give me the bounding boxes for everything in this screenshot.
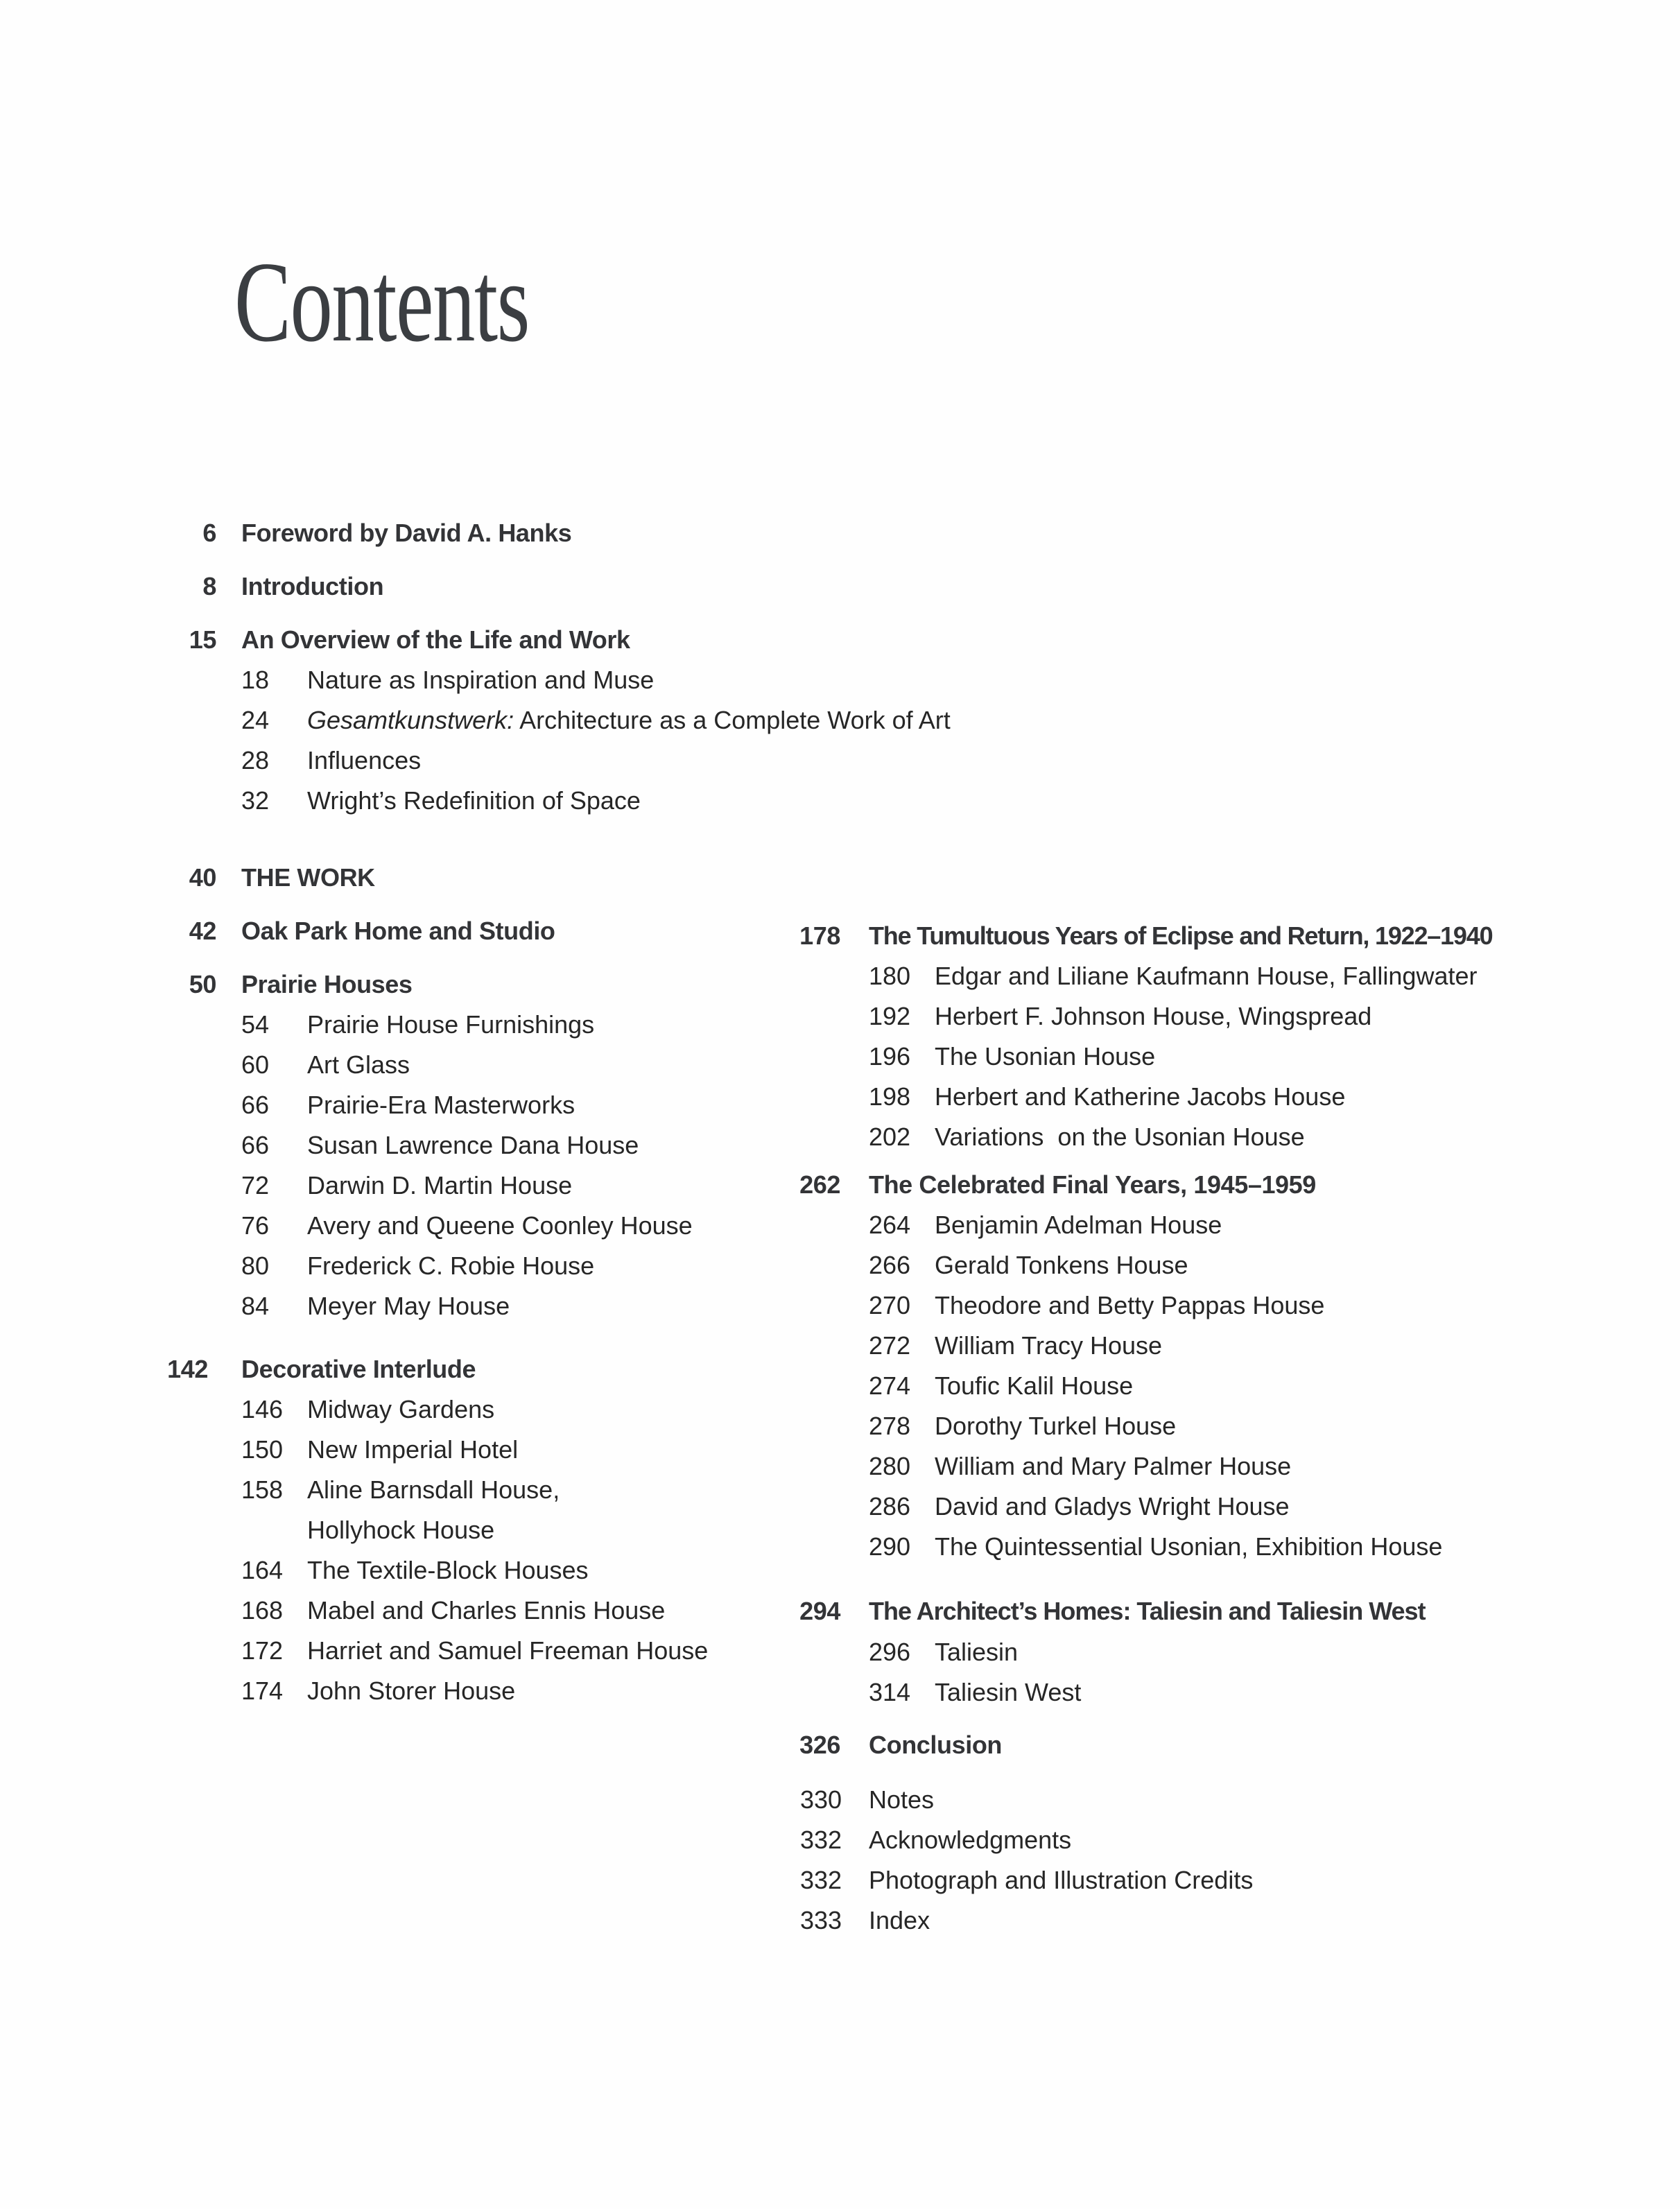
page-number: 6 [202,519,216,547]
entry-title: The Textile-Block Houses [307,1556,589,1584]
page-number: 146 [241,1395,284,1423]
entry-title-italic: Gesamtkunstwerk: [307,706,514,734]
entry-title: William and Mary Palmer House [935,1452,1292,1480]
entry-title: The Architect’s Homes: Taliesin and Taliesin West [869,1597,1426,1625]
entry-title: An Overview of the Life and Work [241,625,630,654]
page-number: 172 [241,1636,284,1665]
entry-title: The Quintessential Usonian, Exhibition House [935,1532,1443,1561]
page-number: 24 [241,706,270,734]
page-number: 333 [800,1906,842,1934]
page-number: 270 [869,1291,911,1319]
entry-title [307,704,951,736]
page-number: 168 [241,1596,284,1625]
page-number: 142 [167,1355,208,1383]
page-number: 296 [869,1638,911,1666]
entry-title: New Imperial Hotel [307,1435,519,1464]
page-number: 66 [241,1131,270,1159]
entry-title: Edgar and Liliane Kaufmann House, Fallingwater [935,962,1478,990]
page-number: 294 [799,1597,840,1625]
entry-title: Acknowledgments [869,1826,1072,1854]
entry-title: Midway Gardens [307,1395,495,1423]
entry-title: William Tracy House [935,1331,1163,1360]
page-number: 164 [241,1556,284,1584]
page-number: 262 [799,1170,840,1199]
entry-title: Influences [307,746,422,774]
entry-title: Susan Lawrence Dana House [307,1131,639,1159]
page-number: 8 [202,572,216,600]
entry-title: The Usonian House [935,1042,1156,1071]
entry-title: Dorothy Turkel House [935,1412,1177,1440]
page-number: 15 [189,625,216,654]
entry-title: Meyer May House [307,1292,510,1320]
page-number: 264 [869,1211,911,1239]
entry-title: Theodore and Betty Pappas House [935,1291,1325,1319]
page-number: 278 [869,1412,911,1440]
entry-title: Foreword by David A. Hanks [241,519,572,547]
page-number: 286 [869,1492,911,1521]
page-number: 50 [189,970,216,998]
entry-title: Taliesin West [935,1678,1082,1706]
entry-title: Notes [869,1785,935,1814]
entry-title: Gerald Tonkens House [935,1251,1188,1279]
entry-title: Prairie Houses [241,970,413,998]
entry-title-rest: Architecture as a Complete Work of Art [514,706,951,734]
entry-title: Aline Barnsdall House, [307,1475,560,1504]
entry-title: The Celebrated Final Years, 1945–1959 [869,1170,1316,1199]
entry-title: David and Gladys Wright House [935,1492,1290,1521]
page-number: 174 [241,1677,284,1705]
page-number: 158 [241,1475,284,1504]
page-number: 28 [241,746,270,774]
entry-title: Harriet and Samuel Freeman House [307,1636,709,1665]
entry-title: John Storer House [307,1677,516,1705]
page-number: 178 [799,921,840,950]
entry-title: Benjamin Adelman House [935,1211,1222,1239]
page-number: 60 [241,1050,270,1079]
entry-title: Wright’s Redefinition of Space [307,786,641,815]
page-number: 326 [799,1731,840,1759]
entry-title: Herbert and Katherine Jacobs House [935,1082,1346,1111]
entry-title: Oak Park Home and Studio [241,917,555,945]
page-number: 272 [869,1331,911,1360]
entry-title: Prairie-Era Masterworks [307,1091,575,1119]
entry-title: Frederick C. Robie House [307,1251,595,1280]
entry-title: Photograph and Illustration Credits [869,1866,1254,1894]
page-number: 314 [869,1678,911,1706]
page-title: Contents [234,238,529,365]
page-number: 274 [869,1371,911,1400]
entry-title: Variations on the Usonian House [935,1123,1305,1151]
entry-title: Nature as Inspiration and Muse [307,666,655,694]
page-number: 150 [241,1435,284,1464]
page-number: 32 [241,786,270,815]
page-number: 290 [869,1532,911,1561]
page-number: 198 [869,1082,911,1111]
page-number: 80 [241,1251,270,1280]
entry-title: Decorative Interlude [241,1355,476,1383]
entry-title: Conclusion [869,1731,1002,1759]
entry-title: Index [869,1906,930,1934]
page-number: 72 [241,1171,270,1199]
page-number: 202 [869,1123,911,1151]
page-number: 332 [800,1826,842,1854]
page-number: 332 [800,1866,842,1894]
page-number: 280 [869,1452,911,1480]
page-number: 84 [241,1292,270,1320]
page-number: 66 [241,1091,270,1119]
entry-title-line2: Hollyhock House [307,1516,495,1544]
page-number: 40 [189,863,216,892]
entry-title: Darwin D. Martin House [307,1171,573,1199]
entry-title: The Tumultuous Years of Eclipse and Return, 1922–1940 [869,921,1493,950]
entry-title: Mabel and Charles Ennis House [307,1596,666,1625]
page-number: 76 [241,1211,270,1240]
entry-title: Avery and Queene Coonley House [307,1211,693,1240]
page-number: 192 [869,1002,911,1030]
entry-title: THE WORK [241,863,375,892]
entry-title: Herbert F. Johnson House, Wingspread [935,1002,1372,1030]
entry-title: Introduction [241,572,384,600]
entry-title: Prairie House Furnishings [307,1010,595,1039]
page-number: 18 [241,666,270,694]
page-number: 42 [189,917,216,945]
page-number: 196 [869,1042,911,1071]
page-number: 330 [800,1785,842,1814]
page-number: 54 [241,1010,270,1039]
entry-title: Taliesin [935,1638,1019,1666]
entry-title: Art Glass [307,1050,410,1079]
page-number: 266 [869,1251,911,1279]
entry-title: Toufic Kalil House [935,1371,1134,1400]
page-number: 180 [869,962,911,990]
